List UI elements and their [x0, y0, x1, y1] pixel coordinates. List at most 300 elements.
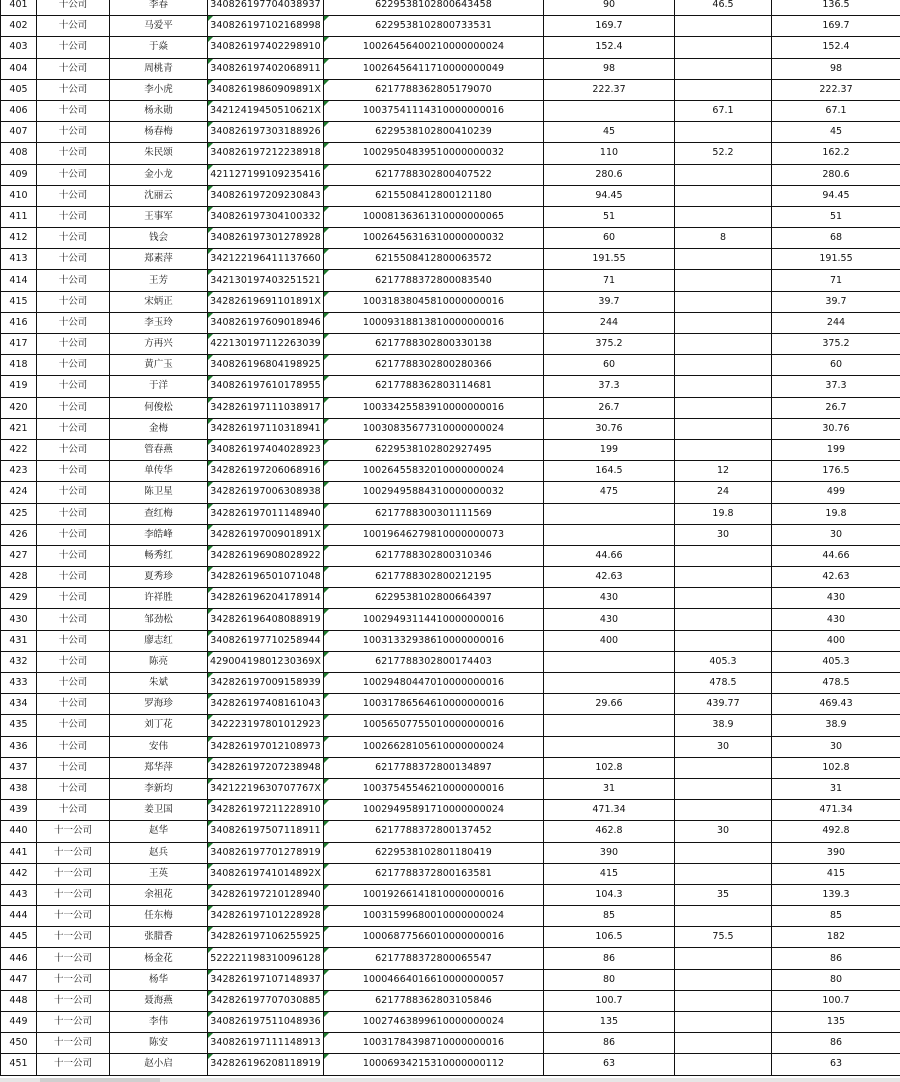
company-cell[interactable]: 十一公司: [37, 927, 110, 948]
total-cell[interactable]: 135: [772, 1012, 900, 1033]
amount-b-cell[interactable]: 30: [675, 736, 772, 757]
amount-a-cell[interactable]: 26.7: [544, 397, 675, 418]
amount-a-cell[interactable]: 475: [544, 482, 675, 503]
id-number-cell[interactable]: 42900419801230369X: [208, 651, 324, 672]
total-cell[interactable]: 38.9: [772, 715, 900, 736]
account-number-cell[interactable]: 10037545546210000000016: [324, 778, 544, 799]
total-cell[interactable]: 39.7: [772, 291, 900, 312]
account-number-cell[interactable]: 10030835677310000000024: [324, 418, 544, 439]
total-cell[interactable]: 71: [772, 270, 900, 291]
row-number-cell[interactable]: 406: [1, 100, 37, 121]
total-cell[interactable]: 471.34: [772, 800, 900, 821]
amount-a-cell[interactable]: 98: [544, 58, 675, 79]
row-number-cell[interactable]: 447: [1, 969, 37, 990]
row-number-cell[interactable]: 405: [1, 79, 37, 100]
account-number-cell[interactable]: 6217788302800330138: [324, 334, 544, 355]
id-number-cell[interactable]: 342826197207238948: [208, 757, 324, 778]
row-number-cell[interactable]: 446: [1, 948, 37, 969]
row-number-cell[interactable]: 408: [1, 143, 37, 164]
amount-a-cell[interactable]: 169.7: [544, 16, 675, 37]
row-number-cell[interactable]: 443: [1, 884, 37, 905]
id-number-cell[interactable]: 340826197304100332: [208, 206, 324, 227]
id-number-cell[interactable]: 342826197006308938: [208, 482, 324, 503]
amount-b-cell[interactable]: [675, 291, 772, 312]
account-number-cell[interactable]: 10037541114310000000016: [324, 100, 544, 121]
name-cell[interactable]: 黄广玉: [110, 355, 208, 376]
account-number-cell[interactable]: 10006934215310000000112: [324, 1054, 544, 1075]
id-number-cell[interactable]: 340826197212238918: [208, 143, 324, 164]
id-number-cell[interactable]: 422130197112263039: [208, 334, 324, 355]
row-number-cell[interactable]: 434: [1, 694, 37, 715]
account-number-cell[interactable]: 10056507755010000000016: [324, 715, 544, 736]
amount-b-cell[interactable]: 46.5: [675, 0, 772, 16]
company-cell[interactable]: 十公司: [37, 16, 110, 37]
row-number-cell[interactable]: 429: [1, 588, 37, 609]
row-number-cell[interactable]: 424: [1, 482, 37, 503]
company-cell[interactable]: 十一公司: [37, 969, 110, 990]
company-cell[interactable]: 十一公司: [37, 1012, 110, 1033]
id-number-cell[interactable]: 342826197408161043: [208, 694, 324, 715]
amount-b-cell[interactable]: [675, 842, 772, 863]
amount-b-cell[interactable]: 30: [675, 821, 772, 842]
amount-b-cell[interactable]: [675, 185, 772, 206]
amount-b-cell[interactable]: 19.8: [675, 503, 772, 524]
name-cell[interactable]: 何俊松: [110, 397, 208, 418]
id-number-cell[interactable]: 342826197211228910: [208, 800, 324, 821]
amount-a-cell[interactable]: 375.2: [544, 334, 675, 355]
row-number-cell[interactable]: 438: [1, 778, 37, 799]
row-number-cell[interactable]: 449: [1, 1012, 37, 1033]
account-number-cell[interactable]: 6215508412800063572: [324, 249, 544, 270]
name-cell[interactable]: 邹劲松: [110, 609, 208, 630]
row-number-cell[interactable]: 430: [1, 609, 37, 630]
amount-a-cell[interactable]: 90: [544, 0, 675, 16]
company-cell[interactable]: 十公司: [37, 249, 110, 270]
amount-a-cell[interactable]: 86: [544, 948, 675, 969]
horizontal-scrollbar[interactable]: [0, 1078, 900, 1082]
company-cell[interactable]: 十公司: [37, 630, 110, 651]
total-cell[interactable]: 469.43: [772, 694, 900, 715]
amount-b-cell[interactable]: [675, 164, 772, 185]
account-number-cell[interactable]: 10026455832010000000024: [324, 461, 544, 482]
row-number-cell[interactable]: 411: [1, 206, 37, 227]
account-number-cell[interactable]: 10031838045810000000016: [324, 291, 544, 312]
amount-a-cell[interactable]: [544, 715, 675, 736]
id-number-cell[interactable]: 340826197402068911: [208, 58, 324, 79]
amount-a-cell[interactable]: 191.55: [544, 249, 675, 270]
total-cell[interactable]: 98: [772, 58, 900, 79]
total-cell[interactable]: 492.8: [772, 821, 900, 842]
amount-a-cell[interactable]: 31: [544, 778, 675, 799]
company-cell[interactable]: 十公司: [37, 588, 110, 609]
name-cell[interactable]: 赵华: [110, 821, 208, 842]
company-cell[interactable]: 十公司: [37, 122, 110, 143]
row-number-cell[interactable]: 435: [1, 715, 37, 736]
id-number-cell[interactable]: 340826197209230843: [208, 185, 324, 206]
company-cell[interactable]: 十公司: [37, 482, 110, 503]
amount-a-cell[interactable]: [544, 673, 675, 694]
amount-a-cell[interactable]: 51: [544, 206, 675, 227]
name-cell[interactable]: 王英: [110, 863, 208, 884]
company-cell[interactable]: 十公司: [37, 270, 110, 291]
name-cell[interactable]: 郑素萍: [110, 249, 208, 270]
name-cell[interactable]: 王芳: [110, 270, 208, 291]
amount-b-cell[interactable]: [675, 397, 772, 418]
company-cell[interactable]: 十公司: [37, 503, 110, 524]
row-number-cell[interactable]: 451: [1, 1054, 37, 1075]
name-cell[interactable]: 管春燕: [110, 439, 208, 460]
company-cell[interactable]: 十一公司: [37, 948, 110, 969]
account-number-cell[interactable]: 10008136361310000000065: [324, 206, 544, 227]
row-number-cell[interactable]: 426: [1, 524, 37, 545]
company-cell[interactable]: 十公司: [37, 206, 110, 227]
name-cell[interactable]: 马爱平: [110, 16, 208, 37]
amount-b-cell[interactable]: [675, 630, 772, 651]
total-cell[interactable]: 280.6: [772, 164, 900, 185]
id-number-cell[interactable]: 342223197801012923: [208, 715, 324, 736]
account-number-cell[interactable]: 6217788362805179070: [324, 79, 544, 100]
name-cell[interactable]: 周桃青: [110, 58, 208, 79]
account-number-cell[interactable]: 10033425583910000000016: [324, 397, 544, 418]
id-number-cell[interactable]: 340826196804198925: [208, 355, 324, 376]
total-cell[interactable]: 63: [772, 1054, 900, 1075]
id-number-cell[interactable]: 340826197102168998: [208, 16, 324, 37]
name-cell[interactable]: 王事军: [110, 206, 208, 227]
id-number-cell[interactable]: 342826196208118919: [208, 1054, 324, 1075]
account-number-cell[interactable]: 10029495884310000000032: [324, 482, 544, 503]
account-number-cell[interactable]: 6229538102800733531: [324, 16, 544, 37]
amount-a-cell[interactable]: 39.7: [544, 291, 675, 312]
total-cell[interactable]: 375.2: [772, 334, 900, 355]
account-number-cell[interactable]: 10031786564610000000016: [324, 694, 544, 715]
row-number-cell[interactable]: 448: [1, 990, 37, 1011]
account-number-cell[interactable]: 6217788372800134897: [324, 757, 544, 778]
total-cell[interactable]: 176.5: [772, 461, 900, 482]
account-number-cell[interactable]: 6229538102800643458: [324, 0, 544, 16]
amount-a-cell[interactable]: 400: [544, 630, 675, 651]
row-number-cell[interactable]: 403: [1, 37, 37, 58]
name-cell[interactable]: 金梅: [110, 418, 208, 439]
account-number-cell[interactable]: 10006877566010000000016: [324, 927, 544, 948]
row-number-cell[interactable]: 420: [1, 397, 37, 418]
row-number-cell[interactable]: 418: [1, 355, 37, 376]
company-cell[interactable]: 十一公司: [37, 906, 110, 927]
total-cell[interactable]: 244: [772, 312, 900, 333]
name-cell[interactable]: 夏秀珍: [110, 567, 208, 588]
amount-b-cell[interactable]: 405.3: [675, 651, 772, 672]
amount-b-cell[interactable]: 478.5: [675, 673, 772, 694]
id-number-cell[interactable]: 340826197609018946: [208, 312, 324, 333]
amount-b-cell[interactable]: [675, 948, 772, 969]
amount-a-cell[interactable]: [544, 651, 675, 672]
name-cell[interactable]: 朱斌: [110, 673, 208, 694]
company-cell[interactable]: 十公司: [37, 461, 110, 482]
name-cell[interactable]: 赵小启: [110, 1054, 208, 1075]
amount-a-cell[interactable]: [544, 736, 675, 757]
amount-a-cell[interactable]: 135: [544, 1012, 675, 1033]
name-cell[interactable]: 陈安: [110, 1033, 208, 1054]
amount-a-cell[interactable]: 280.6: [544, 164, 675, 185]
company-cell[interactable]: 十公司: [37, 228, 110, 249]
name-cell[interactable]: 方再兴: [110, 334, 208, 355]
amount-b-cell[interactable]: [675, 270, 772, 291]
account-number-cell[interactable]: 10031332938610000000016: [324, 630, 544, 651]
name-cell[interactable]: 李皓峰: [110, 524, 208, 545]
total-cell[interactable]: 85: [772, 906, 900, 927]
id-number-cell[interactable]: 34212419450510621X: [208, 100, 324, 121]
scrollbar-thumb[interactable]: [40, 1078, 160, 1082]
total-cell[interactable]: 67.1: [772, 100, 900, 121]
company-cell[interactable]: 十公司: [37, 673, 110, 694]
company-cell[interactable]: 十公司: [37, 418, 110, 439]
company-cell[interactable]: 十公司: [37, 334, 110, 355]
company-cell[interactable]: 十公司: [37, 37, 110, 58]
total-cell[interactable]: 100.7: [772, 990, 900, 1011]
id-number-cell[interactable]: 342826197206068916: [208, 461, 324, 482]
id-number-cell[interactable]: 340826197404028923: [208, 439, 324, 460]
total-cell[interactable]: 152.4: [772, 37, 900, 58]
total-cell[interactable]: 60: [772, 355, 900, 376]
amount-b-cell[interactable]: [675, 778, 772, 799]
id-number-cell[interactable]: 340826197704038937: [208, 0, 324, 16]
row-number-cell[interactable]: 428: [1, 567, 37, 588]
name-cell[interactable]: 李玉玲: [110, 312, 208, 333]
total-cell[interactable]: 139.3: [772, 884, 900, 905]
row-number-cell[interactable]: 401: [1, 0, 37, 16]
row-number-cell[interactable]: 431: [1, 630, 37, 651]
amount-a-cell[interactable]: 71: [544, 270, 675, 291]
name-cell[interactable]: 刘丁花: [110, 715, 208, 736]
total-cell[interactable]: 68: [772, 228, 900, 249]
row-number-cell[interactable]: 427: [1, 545, 37, 566]
amount-a-cell[interactable]: 37.3: [544, 376, 675, 397]
row-number-cell[interactable]: 417: [1, 334, 37, 355]
account-number-cell[interactable]: 10029495891710000000024: [324, 800, 544, 821]
company-cell[interactable]: 十公司: [37, 757, 110, 778]
total-cell[interactable]: 430: [772, 609, 900, 630]
id-number-cell[interactable]: 522221198310096128: [208, 948, 324, 969]
account-number-cell[interactable]: 6217788302800174403: [324, 651, 544, 672]
row-number-cell[interactable]: 407: [1, 122, 37, 143]
id-number-cell[interactable]: 342826197107148937: [208, 969, 324, 990]
name-cell[interactable]: 畅秀红: [110, 545, 208, 566]
name-cell[interactable]: 廖志红: [110, 630, 208, 651]
total-cell[interactable]: 42.63: [772, 567, 900, 588]
amount-b-cell[interactable]: 30: [675, 524, 772, 545]
amount-b-cell[interactable]: 35: [675, 884, 772, 905]
amount-a-cell[interactable]: 390: [544, 842, 675, 863]
row-number-cell[interactable]: 439: [1, 800, 37, 821]
amount-a-cell[interactable]: 42.63: [544, 567, 675, 588]
company-cell[interactable]: 十公司: [37, 355, 110, 376]
id-number-cell[interactable]: 34282619700901891X: [208, 524, 324, 545]
company-cell[interactable]: 十公司: [37, 185, 110, 206]
company-cell[interactable]: 十一公司: [37, 884, 110, 905]
amount-b-cell[interactable]: [675, 757, 772, 778]
amount-a-cell[interactable]: 60: [544, 355, 675, 376]
total-cell[interactable]: 80: [772, 969, 900, 990]
row-number-cell[interactable]: 440: [1, 821, 37, 842]
company-cell[interactable]: 十一公司: [37, 863, 110, 884]
total-cell[interactable]: 26.7: [772, 397, 900, 418]
amount-a-cell[interactable]: 430: [544, 609, 675, 630]
row-number-cell[interactable]: 410: [1, 185, 37, 206]
row-number-cell[interactable]: 444: [1, 906, 37, 927]
amount-a-cell[interactable]: 60: [544, 228, 675, 249]
amount-b-cell[interactable]: [675, 545, 772, 566]
amount-b-cell[interactable]: 67.1: [675, 100, 772, 121]
account-number-cell[interactable]: 6217788372800137452: [324, 821, 544, 842]
id-number-cell[interactable]: 342826197210128940: [208, 884, 324, 905]
id-number-cell[interactable]: 340826197710258944: [208, 630, 324, 651]
total-cell[interactable]: 169.7: [772, 16, 900, 37]
amount-a-cell[interactable]: 45: [544, 122, 675, 143]
account-number-cell[interactable]: 10031784398710000000016: [324, 1033, 544, 1054]
name-cell[interactable]: 于焱: [110, 37, 208, 58]
company-cell[interactable]: 十公司: [37, 545, 110, 566]
amount-b-cell[interactable]: [675, 312, 772, 333]
id-number-cell[interactable]: 34082619860909891X: [208, 79, 324, 100]
name-cell[interactable]: 杨春梅: [110, 122, 208, 143]
company-cell[interactable]: 十公司: [37, 312, 110, 333]
amount-a-cell[interactable]: 199: [544, 439, 675, 460]
row-number-cell[interactable]: 419: [1, 376, 37, 397]
row-number-cell[interactable]: 422: [1, 439, 37, 460]
total-cell[interactable]: 400: [772, 630, 900, 651]
amount-a-cell[interactable]: 430: [544, 588, 675, 609]
id-number-cell[interactable]: 342826196501071048: [208, 567, 324, 588]
name-cell[interactable]: 李春: [110, 0, 208, 16]
company-cell[interactable]: 十一公司: [37, 821, 110, 842]
name-cell[interactable]: 沈丽云: [110, 185, 208, 206]
account-number-cell[interactable]: 6229538102800664397: [324, 588, 544, 609]
row-number-cell[interactable]: 421: [1, 418, 37, 439]
account-number-cell[interactable]: 6217788362803114681: [324, 376, 544, 397]
amount-a-cell[interactable]: 63: [544, 1054, 675, 1075]
account-number-cell[interactable]: 10029493114410000000016: [324, 609, 544, 630]
account-number-cell[interactable]: 6229538102801180419: [324, 842, 544, 863]
id-number-cell[interactable]: 340826197303188926: [208, 122, 324, 143]
total-cell[interactable]: 19.8: [772, 503, 900, 524]
id-number-cell[interactable]: 342826197012108973: [208, 736, 324, 757]
name-cell[interactable]: 查红梅: [110, 503, 208, 524]
amount-a-cell[interactable]: 106.5: [544, 927, 675, 948]
name-cell[interactable]: 聂海燕: [110, 990, 208, 1011]
amount-b-cell[interactable]: [675, 609, 772, 630]
row-number-cell[interactable]: 437: [1, 757, 37, 778]
company-cell[interactable]: 十公司: [37, 79, 110, 100]
amount-a-cell[interactable]: 415: [544, 863, 675, 884]
account-number-cell[interactable]: 6217788372800065547: [324, 948, 544, 969]
name-cell[interactable]: 金小龙: [110, 164, 208, 185]
company-cell[interactable]: 十公司: [37, 609, 110, 630]
account-number-cell[interactable]: 6217788372800163581: [324, 863, 544, 884]
name-cell[interactable]: 李伟: [110, 1012, 208, 1033]
company-cell[interactable]: 十公司: [37, 143, 110, 164]
id-number-cell[interactable]: 421127199109235416: [208, 164, 324, 185]
row-number-cell[interactable]: 415: [1, 291, 37, 312]
account-number-cell[interactable]: 6215508412800121180: [324, 185, 544, 206]
account-number-cell[interactable]: 6229538102800410239: [324, 122, 544, 143]
name-cell[interactable]: 李新均: [110, 778, 208, 799]
row-number-cell[interactable]: 436: [1, 736, 37, 757]
amount-b-cell[interactable]: [675, 800, 772, 821]
amount-b-cell[interactable]: [675, 990, 772, 1011]
company-cell[interactable]: 十一公司: [37, 1054, 110, 1075]
company-cell[interactable]: 十一公司: [37, 842, 110, 863]
amount-a-cell[interactable]: 152.4: [544, 37, 675, 58]
amount-b-cell[interactable]: [675, 863, 772, 884]
id-number-cell[interactable]: 34082619741014892X: [208, 863, 324, 884]
id-number-cell[interactable]: 340826197610178955: [208, 376, 324, 397]
amount-b-cell[interactable]: 12: [675, 461, 772, 482]
name-cell[interactable]: 郑华萍: [110, 757, 208, 778]
amount-a-cell[interactable]: 94.45: [544, 185, 675, 206]
row-number-cell[interactable]: 423: [1, 461, 37, 482]
id-number-cell[interactable]: 342122196411137660: [208, 249, 324, 270]
row-number-cell[interactable]: 442: [1, 863, 37, 884]
total-cell[interactable]: 430: [772, 588, 900, 609]
total-cell[interactable]: 45: [772, 122, 900, 143]
id-number-cell[interactable]: 34282619691101891X: [208, 291, 324, 312]
row-number-cell[interactable]: 432: [1, 651, 37, 672]
total-cell[interactable]: 51: [772, 206, 900, 227]
account-number-cell[interactable]: 6217788302800310346: [324, 545, 544, 566]
company-cell[interactable]: 十一公司: [37, 1033, 110, 1054]
row-number-cell[interactable]: 416: [1, 312, 37, 333]
total-cell[interactable]: 30: [772, 736, 900, 757]
name-cell[interactable]: 于洋: [110, 376, 208, 397]
amount-b-cell[interactable]: [675, 1012, 772, 1033]
total-cell[interactable]: 390: [772, 842, 900, 863]
total-cell[interactable]: 86: [772, 1033, 900, 1054]
total-cell[interactable]: 31: [772, 778, 900, 799]
total-cell[interactable]: 44.66: [772, 545, 900, 566]
name-cell[interactable]: 陈亮: [110, 651, 208, 672]
amount-a-cell[interactable]: 100.7: [544, 990, 675, 1011]
name-cell[interactable]: 李小虎: [110, 79, 208, 100]
company-cell[interactable]: 十公司: [37, 397, 110, 418]
account-number-cell[interactable]: 10026456400210000000024: [324, 37, 544, 58]
id-number-cell[interactable]: 342826196908028922: [208, 545, 324, 566]
row-number-cell[interactable]: 425: [1, 503, 37, 524]
company-cell[interactable]: 十公司: [37, 800, 110, 821]
account-number-cell[interactable]: 6217788362803105846: [324, 990, 544, 1011]
amount-b-cell[interactable]: [675, 418, 772, 439]
row-number-cell[interactable]: 450: [1, 1033, 37, 1054]
total-cell[interactable]: 94.45: [772, 185, 900, 206]
name-cell[interactable]: 陈卫星: [110, 482, 208, 503]
name-cell[interactable]: 任东梅: [110, 906, 208, 927]
id-number-cell[interactable]: 342826197707030885: [208, 990, 324, 1011]
id-number-cell[interactable]: 342826197110318941: [208, 418, 324, 439]
company-cell[interactable]: 十公司: [37, 715, 110, 736]
total-cell[interactable]: 30: [772, 524, 900, 545]
company-cell[interactable]: 十公司: [37, 778, 110, 799]
id-number-cell[interactable]: 340826197301278928: [208, 228, 324, 249]
amount-b-cell[interactable]: [675, 355, 772, 376]
amount-a-cell[interactable]: 80: [544, 969, 675, 990]
company-cell[interactable]: 十公司: [37, 439, 110, 460]
amount-a-cell[interactable]: 30.76: [544, 418, 675, 439]
name-cell[interactable]: 单传华: [110, 461, 208, 482]
name-cell[interactable]: 杨华: [110, 969, 208, 990]
id-number-cell[interactable]: 340826197701278919: [208, 842, 324, 863]
company-cell[interactable]: 十公司: [37, 524, 110, 545]
row-number-cell[interactable]: 433: [1, 673, 37, 694]
account-number-cell[interactable]: 10026456316310000000032: [324, 228, 544, 249]
row-number-cell[interactable]: 414: [1, 270, 37, 291]
